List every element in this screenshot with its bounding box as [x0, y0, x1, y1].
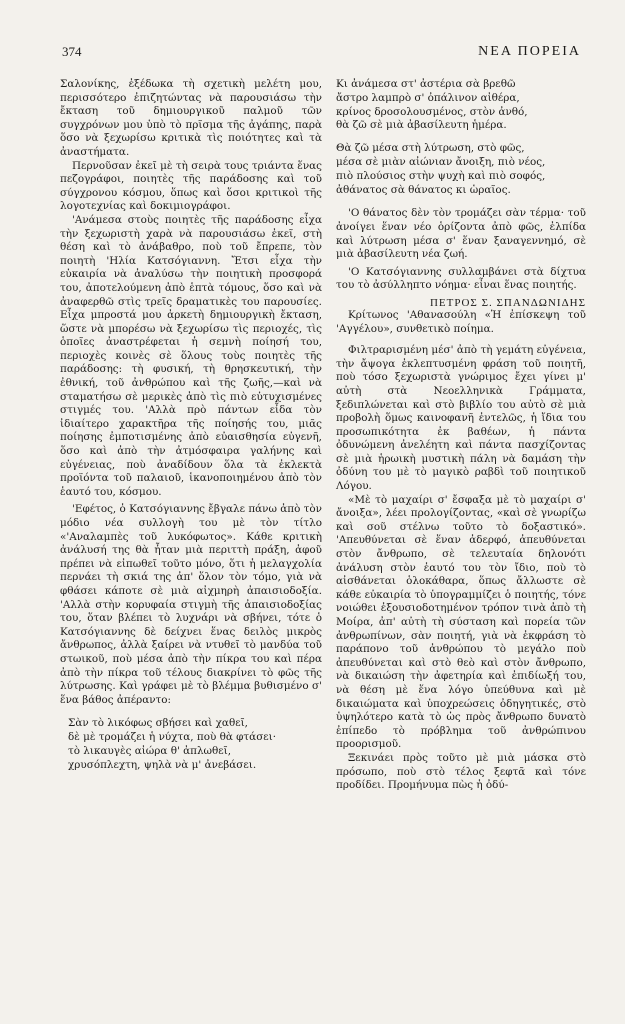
verse-line: τὸ λικαυγὲς αἰώρα θ' ἀπλωθεῖ,	[68, 744, 232, 757]
page-number: 374	[62, 44, 82, 59]
verse-stanza	[336, 142, 586, 197]
paragraph: Ξεκινάει πρὸς τοῦτο μὲ μιὰ μάσκα στὸ πρόσωπο, ποὺ στὸ τέλος ξεφτᾶ καὶ τόνε προδίδει. Προμήνυμα πὼς ἡ ὀδύ-	[336, 751, 586, 792]
left-column	[60, 78, 322, 773]
running-title: ΝΕΑ ΠΟΡΕΙΑ	[478, 44, 581, 59]
verse-line: κρίνος δροσολουσμένος, στὸν ἀνθό,	[336, 105, 528, 118]
verse-line: πιὸ πλούσιος στὴν ψυχὴ καὶ πιὸ σοφός,	[336, 169, 546, 182]
paragraph: «Μὲ τὸ μαχαίρι σ' ἔσφαξα μὲ τὸ μαχαίρι σ' ἄνοιξα», λέει προλογίζοντας, «καὶ σὲ γνωρίζω καὶ σοῦ στέλνω τοῦτο τὸ δοξαστικό». 'Απευθύνεται σὲ ἕναν ἀδερφό, ἀπευθύνεται στὸν ἄνθρωπο, σὲ τελευταία δηλονότι ἀνάλυση στὸν ἑαυτό του τὸν ἴδιο, ποὺ τὸ αἰσθάνεται ὁλοκάθαρα, ὅπως ἄλλωστε σὲ κάθε εὐκαιρία τὸ ὑπογραμμίζει ὁ ποιητής, τόνε νοιώθει ἐξουσιοδοτημένον τρόπον τινὰ ἀπὸ τὴ Μοίρα, ἀπ' αὐτὴ τὴ σύσταση καὶ πορεία τῶν ἀνθρωπίνων, σὰν ποιητή, γιὰ νὰ ἐκφράση τὸ παράπονο τοῦ ἀνθρώπου τὸ μεγάλο ποὺ ἀπευθύνεται καὶ στὸ θεὸ καὶ στὸν ἄνθρωπο, νὰ δικαιώση τὴν ἀφετηρία καὶ ἐπιδίωξή του, νὰ θέση μὲ ἕνα λόγο ὑπεύθυνα καὶ μὲ δικαιώματα καὶ ὑποχρεώσεις ὀδηγητικές, στὸ ὑψηλότερο κατὰ τὸ ὡς πρὸς ἄνθρωπο δυνατὸ ἐπίπεδο τὸ πρόβλημα τοῦ ἀνθρώπινου προορισμοῦ.	[336, 493, 586, 751]
verse-line: μέσα σὲ μιὰν αἰώνιαν ἄνοιξη, πιὸ νέος,	[336, 155, 546, 168]
paragraph: Φιλτραρισμένη μέσ' ἀπὸ τὴ γεμάτη εὐγένεια, τὴν ἄψογα ἐκλεπτυσμένη φράση τοῦ ποιητῆ, ποὺ τόσο ξεχωριστὰ γνώριμος ἔχει γίνει μ' αὐτὴ στὰ Νεοελληνικὰ Γράμματα, ξεδιπλώνεται καὶ στὸ βιβλίο του αὐτὸ σὲ μιὰ προβολὴ ὅμως καινοφανῆ ἐντελῶς, ἡ ἴδια του προσωπικότητα ἐκ βαθέων, ἡ πάντα ὀδυνώμενη ἀνελέητη καὶ πάντα πασχίζοντας σὲ μιὰ ἡρωικὴ μυστικὴ πάλη νὰ δαμάση τὴν ὀδύνη του μὲ τὸ μαγικὸ ραβδὶ τοῦ ποιητικοῦ Λόγου.	[336, 344, 586, 493]
verse-line: Κι ἀνάμεσα στ' ἀστέρια σὰ βρεθῶ	[336, 78, 516, 90]
verse-line: Σὰν τὸ λικόφως σβήσει καὶ χαθεῖ,	[68, 717, 248, 730]
verse-quote	[68, 717, 322, 772]
verse-line: ἀθάνατος σὰ θάνατος κι ὡραῖος.	[336, 183, 511, 196]
author-signature: ΠΕΤΡΟΣ Σ. ΣΠΑΝΔΩΝΙΔΗΣ	[429, 296, 586, 309]
paragraph: Περνοῦσαν ἐκεῖ μὲ τὴ σειρὰ τους τριάντα ἕνας πεζογράφοι, ποιητὲς τῆς παράδοσης καὶ τοῦ σύγχρονου κόσμου, ὅπως καὶ ὅσοι κριτικοὶ τῆς λογοτεχνίας καὶ δοκιμιογράφοι.	[60, 159, 322, 213]
paragraph: 'Ο Κατσόγιαννης συλλαμβάνει στὰ δίχτυα του τὸ ἀσύλληπτο νόημα· εἶναι ἕνας ποιητής.	[336, 265, 586, 292]
verse-stanza	[336, 78, 586, 133]
review-title: Κρίτωνος 'Αθανασούλη «Ἡ ἐπίσκεψη τοῦ 'Αγγέλου», συνθετικὸ ποίημα.	[336, 308, 586, 335]
verse-line: θὰ ζῶ σὲ μιὰ ἀβασίλευτη ἡμέρα.	[336, 119, 507, 132]
verse-quote	[336, 78, 586, 197]
verse-line: Θὰ ζῶ μέσα στὴ λύτρωση, στὸ φῶς,	[336, 142, 525, 155]
paragraph: 'Εφέτος, ὁ Κατσόγιαννης ἔβγαλε πάνω ἀπὸ τὸν μόδιο νέα συλλογὴ του μὲ τὸν τίτλο «'Αναλαμπὲς τοῦ λυκόφωτος». Κάθε κριτικὴ ἀνάλυσή της θὰ ἦταν μιὰ περιττὴ πράξη, ἀφοῦ πρέπει νὰ εἰπωθεῖ τοῦτο μόνο, ὅτι ἡ μελαγχολία περνάει τὴ σκιά της ἀπ' ὅλον τὸν τόμο, γιὰ νὰ φθάσει κάποτε σὲ μιὰ αἰχμηρὴ ἀπαισιοδοξία. 'Αλλὰ στὴν κορυφαία στιγμὴ τῆς ἀπαισιοδοξίας του, ὅταν βλέπει τὸ λυχνάρι νὰ σβήνει, τότε ὁ Κατσόγιαννης δὲ δείχνει ἕνας δειλὸς μικρὸς ἄνθρωπος, ἀλλὰ ξαίρει νὰ ντυθεῖ τὸ μανδύα τοῦ στωικοῦ, ποὺ μέσα ἀπὸ τὴν πίκρα του καὶ πέρα ἀπὸ τὴν πίκρα τοῦ τέλους διακρίνει τὸ φῶς τῆς λύτρωσης. Καὶ γράφει μὲ τὸ βλέμμα βυθισμένο σ' ἕνα βάθος ἀπέραντο:	[60, 503, 322, 706]
paragraph: Σαλονίκης, ἐξέδωκα τὴ σχετικὴ μελέτη μου, περισσότερο ἐπιζητώντας νὰ παρουσιάσω τὴν ἔκταση τοῦ δημιουργικοῦ παλμοῦ τῶν συγχρόνων μου ὑπὸ τὸ πρῖσμα τῆς ἀγάπης, παρὰ ὅσο νὰ ξεχωρίσω κριτικὰ τὶς ποιότητες καὶ τὰ ἀναστήματα.	[60, 78, 322, 158]
verse-line: χρυσόπλεχτη, ψηλὰ νὰ μ' ἀνεβάσει.	[68, 758, 257, 771]
paragraph: 'Ο θάνατος δὲν τὸν τρομάζει σὰν τέρμα· τοῦ ἀνοίγει ἕναν νέο ὁρίζοντα ἀπὸ φῶς, ἐλπίδα καὶ λύτρωση μέσα σ' ἕναν ξαναγεννημό, σὲ μιὰ ἀβασίλευτη νέα ζωή.	[336, 207, 586, 261]
right-column	[336, 78, 586, 793]
paragraph: 'Ανάμεσα στοὺς ποιητὲς τῆς παράδοσης εἶχα τὴν ξεχωριστὴ χαρὰ νὰ παρουσιάσω ἐκεῖ, στὴ θέση καὶ τὸ ἀνάβαθρο, ποὺ τοῦ ἔπρεπε, τὸν ποιητὴ 'Ηλία Κατσόγιαννη. Ἔτσι εἶχα τὴν εὐκαιρία νὰ ἀναλύσω τὴν ποιητικὴ προσφορά του, ἀποτελούμενη ἀπὸ ἑπτὰ τόμους, ὅσο καὶ νὰ ἀναφερθῶ στὶς τρεῖς δραματικὲς του παρουσίες. Εἶχα μπροστά μου ἀρκετὴ δημιουργικὴ ἔκταση, ὥστε νὰ μπορέσω νὰ ξεχωρίσω τὶς περιοχές, τὶς ὁποῖες ἀναστρέφεται ἡ σεμνὴ ποίησή του, περιοχὲς κοινὲς σὲ ὅλους τοὺς ποιητὲς τῆς παράδοσης: τὴ φυσική, τὴ θρησκευτική, τὴν ἐθνική, τοῦ ἀνθρώπου καὶ τῆς ζωῆς,—καὶ νὰ σταματήσω σὲ μερικὲς ἀπὸ τὶς πιὸ εὐτυχισμένες στιγμές του. 'Αλλὰ πρὸ πάντων εἶδα τὸν ἰδιαίτερο χαρακτῆρα τῆς ποίησής του, μιᾶς ποίησης ἐμποτισμένης ἀπὸ εὐαισθησία εὐγενῆ, ὅσο καὶ ἀπὸ τὴν ἀτμόσφαιρα γαλήνης καὶ εὐγένειας, ποὺ ἀναδίδουν ὅλα τὰ ἐκλεκτὰ προϊόντα τοῦ παλαιοῦ, ἱκανοποιημένου ἀπὸ τὸν ἑαυτό του, κόσμου.	[60, 213, 322, 498]
verse-line: ἄστρο λαμπρὸ σ' ὀπάλινον αἰθέρα,	[336, 91, 520, 104]
page-header	[60, 44, 581, 62]
verse-line: δὲ μὲ τρομάζει ἡ νύχτα, ποὺ θὰ φτάσει·	[68, 731, 277, 744]
